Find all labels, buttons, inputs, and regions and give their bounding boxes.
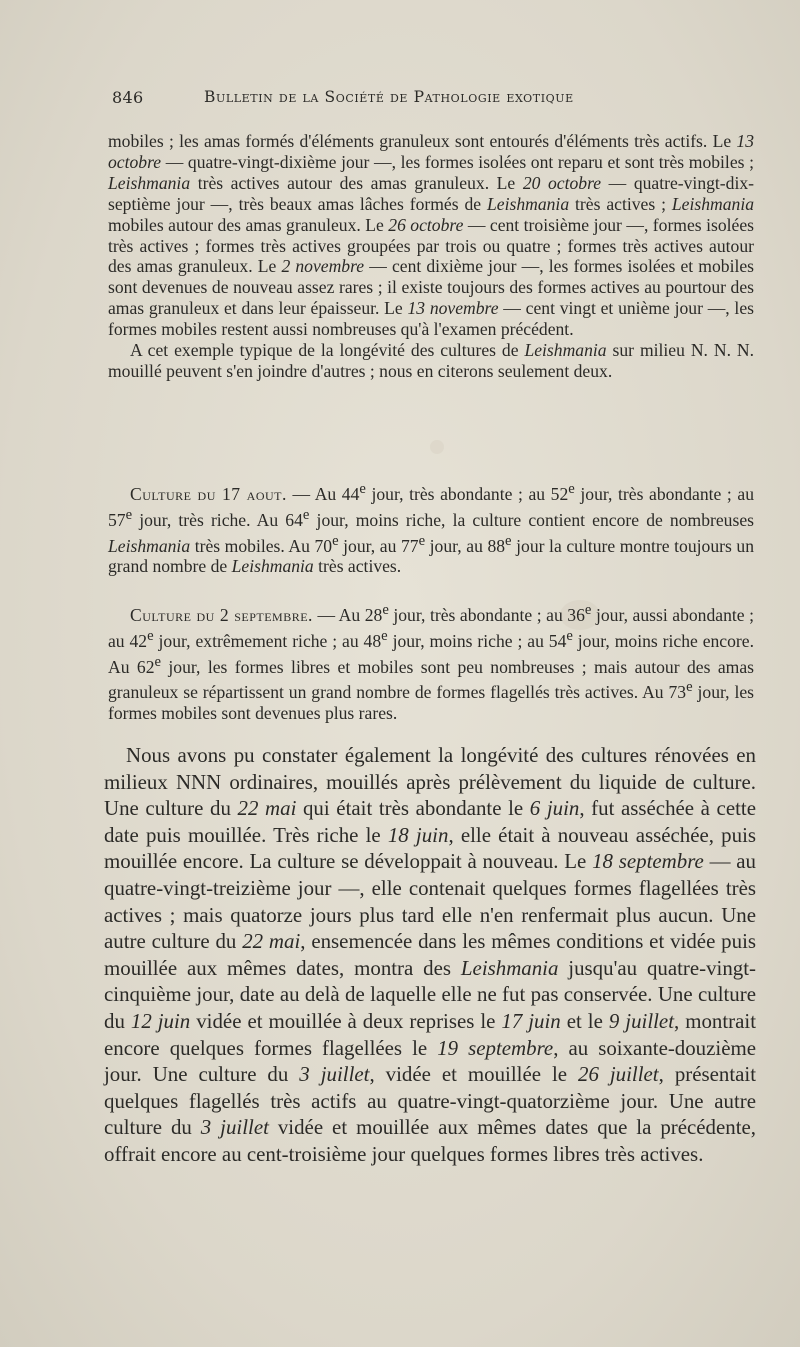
paragraph-block-1 bbox=[108, 131, 754, 382]
page-header bbox=[112, 88, 692, 112]
paragraph-main: Nous avons pu constater également la longévité des cultures rénovées en milieux NNN ordinaires, mouillés après prélèvement du liquide de culture. Une culture du 22 mai qui était très abondante le 6 juin, fut asséchée à cette date puis mouillée. Très riche le 18 juin, elle était à nouveau asséchée, puis mouillée encore. La culture se développait à nouveau. Le 18 septembre — au quatre-vingt-treizième jour —, elle contenait quelques formes flagellées très actives ; mais quatorze jours plus tard elle n'en renfermait plus aucun. Une autre culture du 22 mai, ensemencée dans les mêmes conditions et vidée puis mouillée aux mêmes dates, montra des Leishmania jusqu'au quatre-vingt-cinquième jour, date au delà de laquelle elle ne fut pas conservée. Une culture du 12 juin vidée et mouillée à deux reprises le 17 juin et le 9 juillet, montrait encore quelques formes flagellées le 19 septembre, au soixante-douzième jour. Une culture du 3 juillet, vidée et mouillée le 26 juillet, présentait quelques flagellés très actifs au quatre-vingt-quatorzième jour. Une autre culture du 3 juillet vidée et mouillée aux mêmes dates que la précédente, offrait encore au cent-troisième jour quelques formes libres très actives. bbox=[104, 743, 757, 1166]
paragraph-block-3 bbox=[108, 600, 754, 724]
paragraph-block-2 bbox=[108, 479, 754, 577]
paragraph: mobiles ; les amas formés d'éléments granuleux sont entourés d'éléments très actifs. Le 13 octobre — quatre-vingt-dixième jour —, les formes isolées ont reparu et sont très mobiles ; Leishmania très actives autour des amas granuleux. Le 20 octobre — quatre-vingt-dix-septième jour —, très beaux amas lâches formés de Leishmania très actives ; Leishmania mobiles autour des amas granuleux. Le 26 octobre — cent troisième jour —, formes isolées très actives ; formes très actives groupées par trois ou quatre ; formes très actives autour des amas granuleux. Le 2 novembre — cent dixième jour —, les formes isolées et mobiles sont devenues de nouveau assez rares ; il existe toujours des formes actives au pourtour des amas granuleux et dans leur épaisseur. Le 13 novembre — cent vingt et unième jour —, les formes mobiles restent aussi nombreuses qu'à l'examen précédent. bbox=[108, 131, 755, 340]
culture-lead: Culture du 2 septembre. bbox=[130, 604, 313, 625]
paragraph: A cet exemple typique de la longévité des cultures de Leishmania sur milieu N. N. N. mouillé peuvent s'en joindre d'autres ; nous en citerons seulement deux. bbox=[108, 340, 755, 381]
running-title: Bulletin de la Société de Pathologie exotique bbox=[204, 88, 574, 106]
paragraph: Culture du 17 aout. — Au 44e jour, très abondante ; au 52e jour, très abondante ; au 57e jour, très riche. Au 64e jour, moins riche, la culture contient encore de nombreuses Leishmania très mobiles. Au 70e jour, au 77e jour, au 88e jour la culture montre toujours un grand nombre de Leishmania très actives. bbox=[108, 481, 755, 577]
paragraph: Culture du 2 septembre. — Au 28e jour, très abondante ; au 36e jour, aussi abondante ; au 42e jour, extrêmement riche ; au 48e jour, moins riche ; au 54e jour, moins riche encore. Au 62e jour, les formes libres et mobiles sont peu nombreuses ; mais autour des amas granuleux se répartissent un grand nombre de formes flagellés très actives. Au 73e jour, les formes mobiles sont devenues plus rares. bbox=[108, 602, 754, 724]
paper-spot bbox=[430, 440, 444, 454]
culture-lead: Culture du 17 aout. bbox=[130, 483, 287, 504]
page-number: 846 bbox=[112, 88, 144, 107]
